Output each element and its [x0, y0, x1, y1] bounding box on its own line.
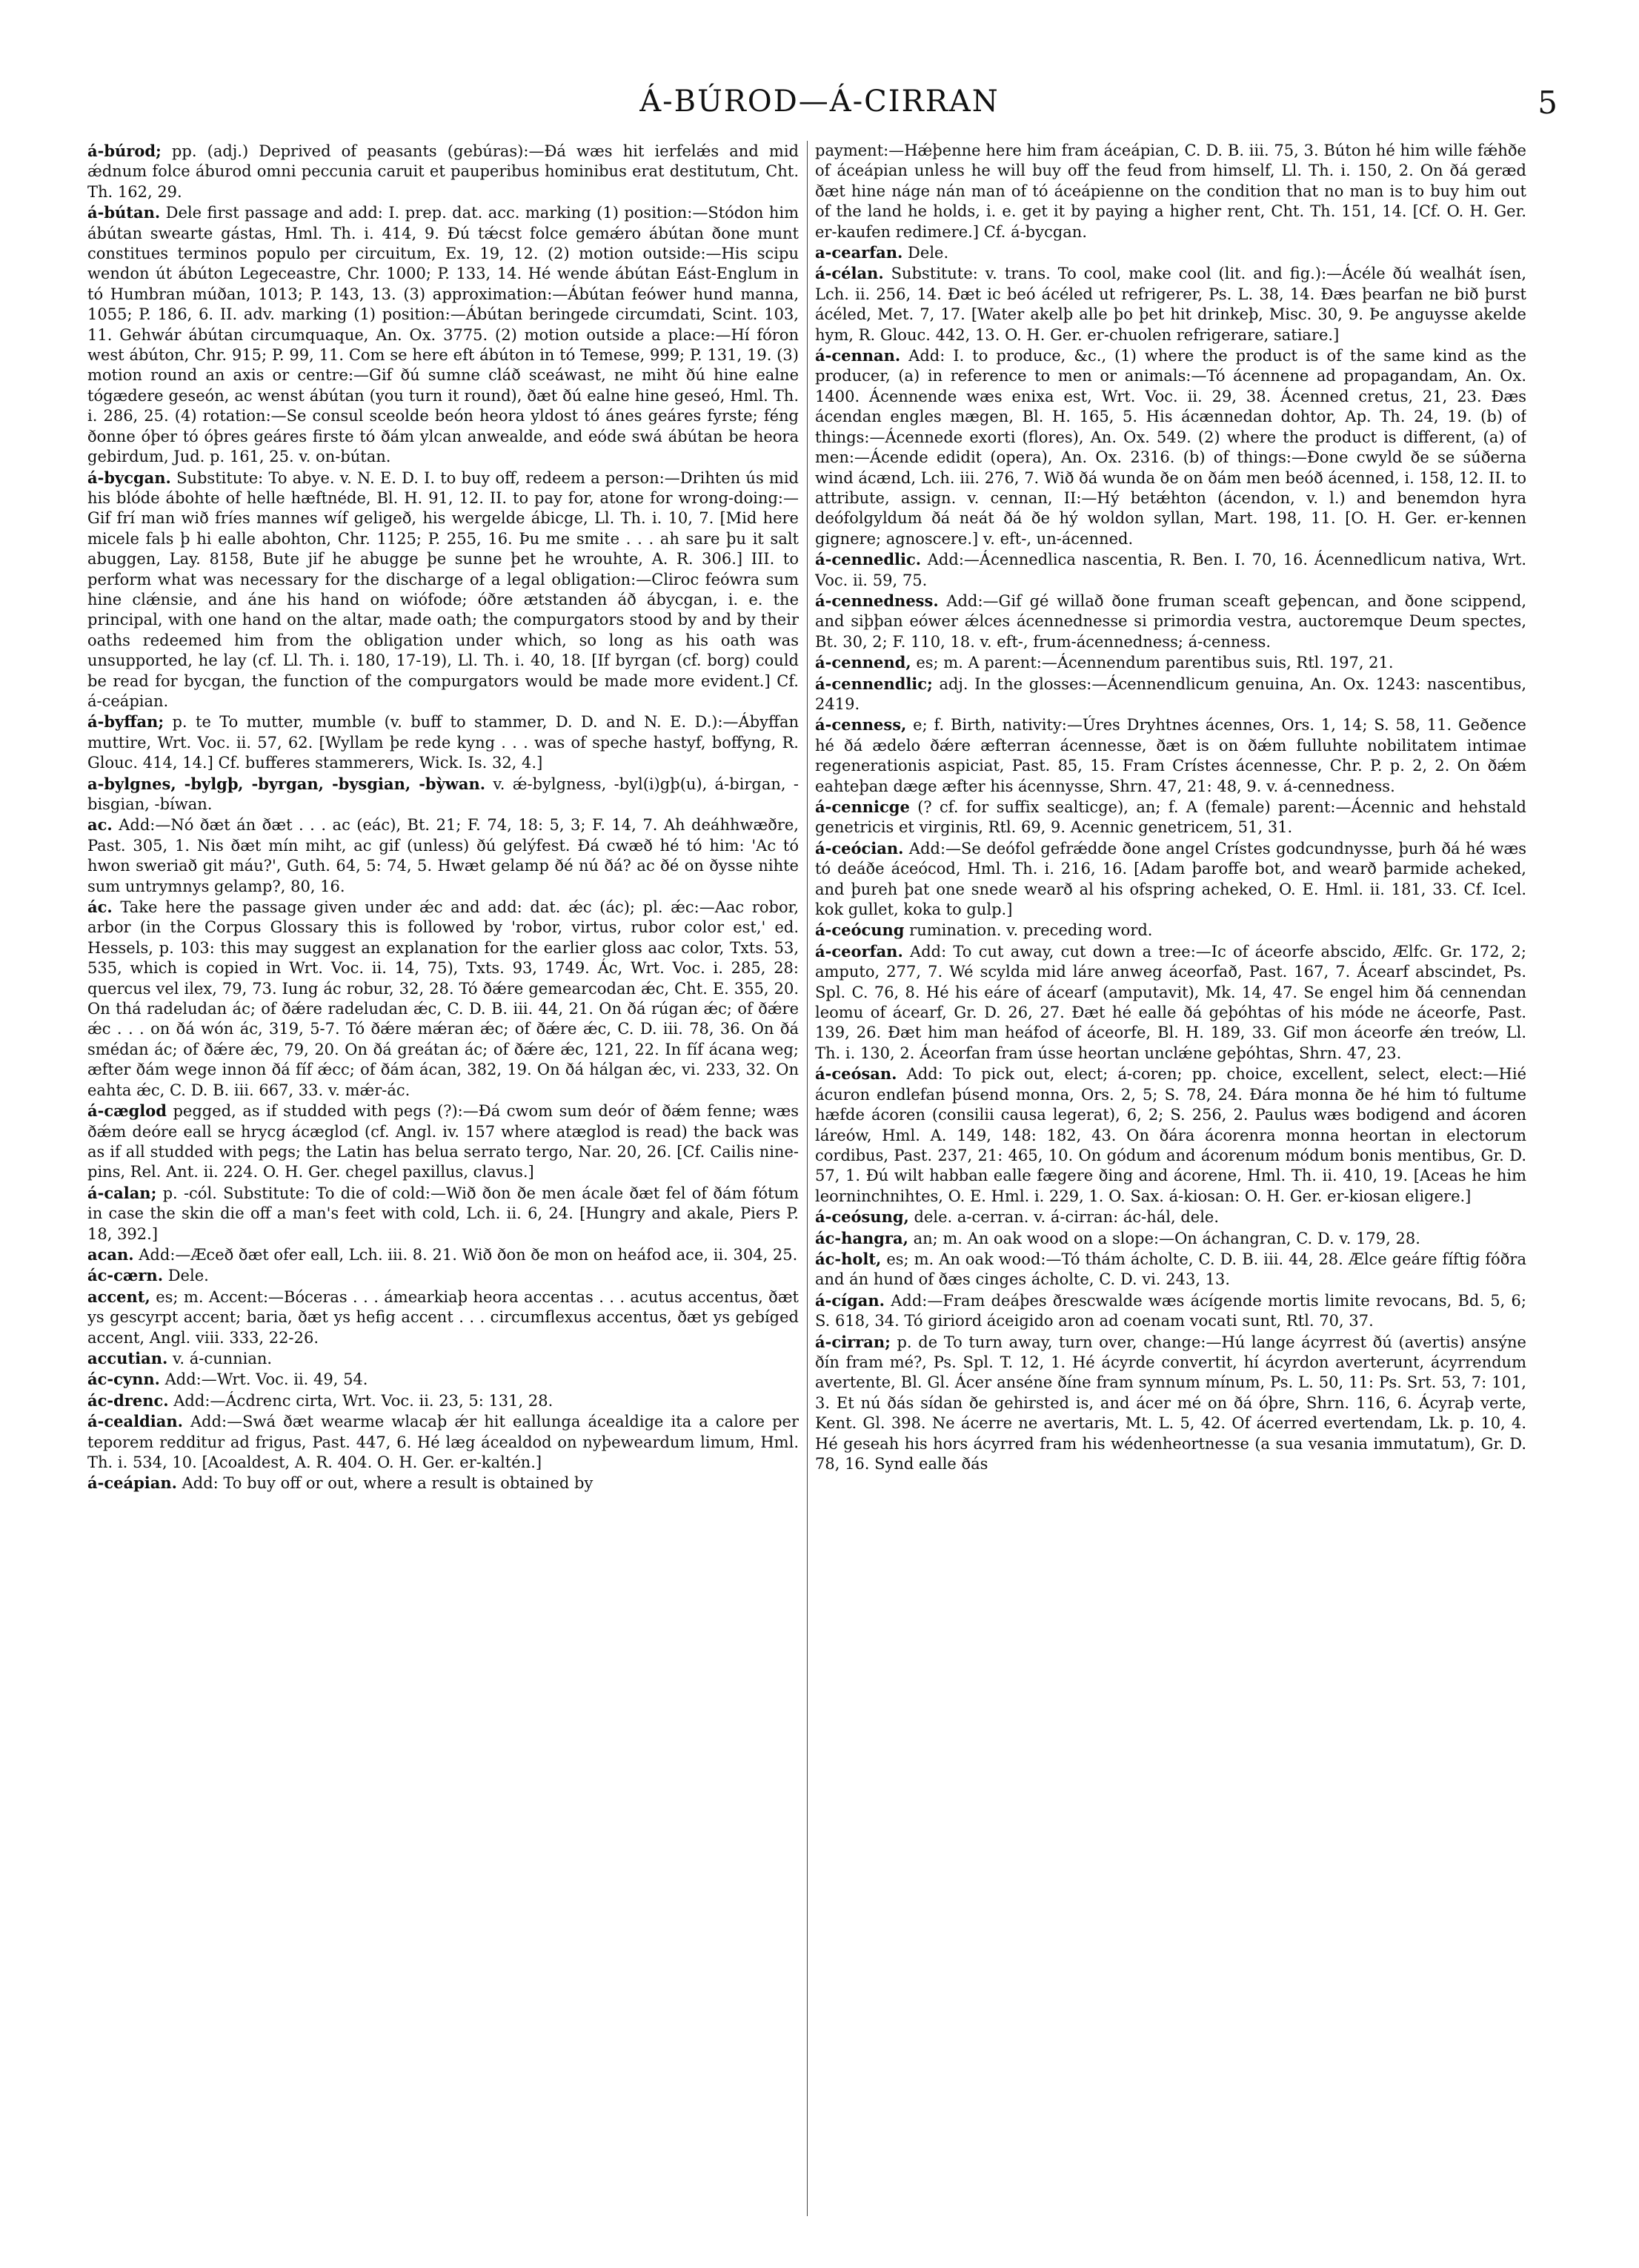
- dictionary-entry: [815, 549, 1526, 591]
- headword: á-bútan.: [87, 203, 161, 222]
- entry-text: e; f. Birth, nativity:—Úres Dryhtnes ácennes, Ors. 1, 14; S. 58, 11. Geðence hé ðá ædelo ðǽre æfterran ácennesse, ðæt is on ðǽm fulluhte nobilitatem intimae regenerationis aspiciat, Past. 85, 15. Fram Crístes ácennesse, Chr. P. p. 2, 2. On ðǽm eahteþan dæge æfter his ácennysse, Shrn. 47, 21: 48, 9. v. á-cennedness.: [815, 716, 1526, 795]
- dictionary-entry: [87, 1369, 799, 1390]
- dictionary-entry: [815, 591, 1526, 652]
- dictionary-entry: [87, 1348, 799, 1369]
- headword: á-cirran;: [815, 1332, 891, 1351]
- headword: a-cearfan.: [815, 243, 903, 262]
- entry-text: p. -cól. Substitute: To die of cold:—Wið ðon ðe men ácale ðæt fel of ðám fótum in case the skin die off a man's feet with cold, Lch. ii. 6, 24. [Hungry and akale, Piers P. 18, 392.]: [87, 1184, 799, 1243]
- entry-text: Add: I. to produce, &c., (1) where the product is of the same kind as the producer, (a) in reference to men or animals:—Tó ácennene ad propagandam, An. Ox. 1400. Ácennende wæs enixa est, Wrt. Voc. ii. 29, 38. Ácenned cretus, 21, 23. Ðæs ácendan engles mægen, Bl. H. 165, 5. His ácænnedan dohtor, Ap. Th. 24, 19. (b) of things:—Ácennede exorti (flores), An. Ox. 549. (2) where the product is different, (a) of men:—Ácende edidit (opera), An. Ox. 2316. (b) of things:—Ðone cwyld ðe se súðerna wind ácænd, Lch. iii. 276, 7. Wið ðá wunda ðe on ðám men beóð ácenned, i. 158, 12. II. to attribute, assign. v. cennan, II:—Hý betǽhton (ácendon, v. l.) and benemdon hyra deófolgyldum ðá neát ðá ðe hý woldon syllan, Mart. 198, 11. [O. H. Ger. er-kennen gignere; agnoscere.] v. eft-, un-ácenned.: [815, 347, 1526, 548]
- headword: ác-cynn.: [87, 1370, 160, 1389]
- entry-text: Add:—Ácdrenc cirta, Wrt. Voc. ii. 23, 5: 131, 28.: [168, 1391, 553, 1410]
- headword: á-bycgan.: [87, 468, 171, 487]
- entry-text: Add: To pick out, elect; á-coren; pp. choice, excellent, select, elect:—Hié ácuron endlefan þúsend monna, Ors. 2, 5; S. 78, 24. Ðára monna ðe hé him tó fultume hæfde ácoren (consilii causa legerat), 6, 2; S. 256, 2. Paulus wæs bodigend and ácoren láreów, Hml. A. 149, 148: 182, 43. On ðára ácorenra monna heortan in electorum cordibus, Past. 237, 21: 465, 10. On gódum and ácorenum módum bonis mentibus, Gr. D. 57, 1. Ðú wilt habban ealle fægere ðing and ácorene, Hml. Th. ii. 410, 19. [Aceas he him leorninchnihtes, O. E. Hml. i. 229, 1. O. Sax. á-kiosan: O. H. Ger. er-kiosan eligere.]: [815, 1065, 1526, 1205]
- page-header: [0, 80, 1639, 125]
- headword: á-cennend,: [815, 653, 911, 672]
- dictionary-entry: [815, 797, 1526, 838]
- dictionary-entry: [815, 1228, 1526, 1249]
- headword: accent,: [87, 1287, 150, 1306]
- headword: á-cennendlic;: [815, 674, 933, 693]
- dictionary-entry: [815, 941, 1526, 1064]
- dictionary-entry: [815, 1064, 1526, 1207]
- dictionary-entry: [87, 1390, 799, 1411]
- entry-text: v. ǽ-bylgness, -byl(i)gþ(u), á-birgan, -bisgian, -bíwan.: [87, 775, 799, 813]
- entry-text: Add:—Se deófol gefrǽdde ðone angel Crístes godcundnysse, þurh ðá hé wæs tó deáðe áceócod, Hml. Th. i. 216, 16. [Adam þaroffe bot, and wearð þarmide acheked, and þureh þat one snede wearð al his ofspring acheked, O. E. Hml. ii. 181, 33. Cf. Icel. kok gullet, koka to gulp.]: [815, 839, 1526, 919]
- headword: á-ceorfan.: [815, 941, 903, 961]
- dictionary-entry: [815, 1249, 1526, 1290]
- headword: á-byffan;: [87, 712, 164, 732]
- entry-text: Dele.: [902, 244, 949, 262]
- headword: a-bylgnes, -bylgþ, -byrgan, -bysgian, -bỳwan.: [87, 774, 486, 793]
- headword: á-cennan.: [815, 346, 901, 365]
- headword: acan.: [87, 1244, 134, 1264]
- dictionary-entry: [815, 242, 1526, 263]
- left-column: [87, 141, 799, 2216]
- headword: á-cealdian.: [87, 1412, 183, 1431]
- dictionary-entry: [87, 774, 799, 815]
- entry-text: pegged, as if studded with pegs (?):—Ðá cwom sum deór of ðǽm fenne; wæs ðǽm deóre eall se hrycg ácæglod (cf. Angl. iv. 157 where atæglod is read) the back was as if all studded with pegs; the Latin has belua serrato tergo, Nar. 20, 26. [Cf. Cailis nine-pins, Rel. Ant. ii. 224. O. H. Ger. chegel paxillus, clavus.]: [87, 1102, 799, 1181]
- dictionary-entry: [815, 674, 1526, 715]
- entry-text: Substitute: v. trans. To cool, make cool (lit. and fig.):—Ácéle ðú wealhát ísen, Lch. ii. 256, 14. Ðæt ic beó ácéled ut refrigerer, Ps. L. 38, 14. Ðæs þearfan ne bið þurst ácéled, Met. 7, 17. [Water akelþ alle þo þet hit drinkeþ, Misc. 30, 9. Þe anguysse akelde hym, R. Glouc. 442, 13. O. H. Ger. er-chuolen refrigerare, satiare.]: [815, 265, 1526, 344]
- entry-text: Dele.: [163, 1267, 209, 1285]
- headword: á-ceócian.: [815, 838, 904, 858]
- headword: á-ceósan.: [815, 1064, 897, 1084]
- headword: á-cennedlic.: [815, 550, 922, 569]
- dictionary-entry: [87, 897, 799, 1101]
- headword: á-cæglod: [87, 1101, 167, 1121]
- entry-text: adj. In the glosses:—Ácennendlicum genuina, An. Ox. 1243: nascentibus, 2419.: [815, 674, 1526, 713]
- dictionary-entry: [87, 1473, 799, 1493]
- dictionary-entry: [815, 263, 1526, 345]
- dictionary-entry: [87, 1244, 799, 1265]
- headword: ác-hangra,: [815, 1228, 908, 1247]
- column-divider: [807, 141, 808, 2216]
- headword: á-búrod;: [87, 142, 162, 160]
- dictionary-entry: [87, 202, 799, 467]
- entry-text: (? cf. for suffix sealticge), an; f. A (female) parent:—Ácennic and hehstald genetricis et virginis, Rtl. 69, 9. Acennic genetricem, 51, 31.: [815, 798, 1526, 837]
- dictionary-entry: [87, 815, 799, 897]
- dictionary-entry: [815, 1207, 1526, 1227]
- dictionary-entry: [87, 1411, 799, 1473]
- dictionary-entry: [87, 141, 799, 202]
- entry-text: p. te To mutter, mumble (v. buff to stammer, D. D. and N. E. D.):—Ábyffan muttire, Wrt. Voc. ii. 57, 62. [Wyllam þe rede kyng . . . was of speche hastyf, boffyng, R. Glouc. 414, 14.] Cf. bufferes stammerers, Wick. Is. 32, 4.]: [87, 713, 799, 772]
- entry-text: es; m. Accent:—Bóceras . . . ámearkiaþ heora accentas . . . acutus accentus, ðæt ys gescyrpt accent; baria, ðæt ys hefig accent . . . circumflexus accentus, ðæt ys gebíged accent, Angl. viii. 333, 22-26.: [87, 1287, 799, 1347]
- entry-text: Add: To cut away, cut down a tree:—Ic of áceorfe abscido, Ælfc. Gr. 172, 2; amputo, 277, 7. Wé scylda mid láre anweg áceorfað, Past. 167, 7. Ácearf abscindet, Ps. Spl. C. 76, 8. Hé his eáre of ácearf (amputavit), Mk. 14, 47. Se engel him ðá cennendan leomu of ácearf, Gr. D. 26, 27. Ðæt hé ealle ðá geþóhtas of his móde ne áceorfe, Past. 139, 26. Ðæt him man heáfod of áceorfe, Bl. H. 189, 33. Gif mon áceorfe ǽn treów, Ll. Th. i. 130, 2. Áceorfan fram ússe heortan unclǽne geþóhtas, Shrn. 47, 23.: [815, 942, 1526, 1062]
- headword: á-cennicge: [815, 798, 910, 816]
- headword: ác.: [87, 898, 113, 917]
- dictionary-entry: [87, 1101, 799, 1183]
- right-column: [815, 141, 1526, 2216]
- entry-text: Add:—Swá ðæt wearme wlacaþ ǽr hit eallunga ácealdige ita a calore per teporem redditur ad frigus, Past. 447, 6. Hé læg ácealdod on nyþeweardum limum, Hml. Th. i. 534, 10. [Acoaldest, A. R. 404. O. H. Ger. er-kaltén.]: [87, 1413, 799, 1471]
- entry-text: p. de To turn away, turn over, change:—Hú lange ácyrrest ðú (avertis) ansýne ðín fram mé?, Ps. Spl. T. 12, 1. Hé ácyrde convertit, hí ácyrdon averterunt, ácyrrendum avertente, Bl. Gl. Ácer anséne ðíne fram synnum mínum, Ps. L. 50, 11: Ps. Srt. 53, 7: 101, 3. Et nú ðás sídan ðe gehirsted is, and ácer mé on ðá óþre, Shrn. 116, 6. Ácyraþ verte, Kent. Gl. 398. Ne ácerre ne avertaris, Mt. L. 5, 42. Of ácerred evertendam, Lk. p. 10, 4. Hé geseah his hors ácyrred fram his wédenheortnesse (a sua vesania immutatum), Gr. D. 78, 16. Synd ealle ðás: [815, 1333, 1526, 1473]
- headword: á-cennedness.: [815, 591, 939, 610]
- entry-text: an; m. An oak wood on a slope:—On áchangran, C. D. v. 179, 28.: [908, 1229, 1420, 1247]
- headword: ac.: [87, 815, 113, 835]
- headword: á-cenness,: [815, 715, 907, 735]
- entry-text: Take here the passage given under ǽc and add: dat. ǽc (ác); pl. ǽc:—Aac robor, arbor (in the Corpus Glossary this is followed by 'robor, virtus, rubor color est,' ed. Hessels, p. 103: this may suggest an explanation for the earlier gloss aac color, Txts. 53, 535, which is copied in Wrt. Voc. ii. 14, 75), Txts. 93, 1749. Ác, Wrt. Voc. i. 285, 28: quercus vel ilex, 79, 73. Iung ác robur, 32, 28. Tó ðǽre gemearcodan ǽc, Cht. E. 355, 20. On thá radeludan ác; of ðǽre radeludan ǽc, C. D. B. iii. 44, 21. On ðá rúgan ǽc; of ðǽre ǽc . . . on ðá wón ác, 319, 5-7. Tó ðǽre mǽran ǽc; of ðǽre ǽc, C. D. iii. 78, 36. On ðá smédan ác; of ðǽre ǽc, 79, 20. On ðá greátan ác; of ðǽre ǽc, 121, 22. In fíf ácana weg; æfter ðám wege innon ðá fíf ǽcc; of ðám ácan, 382, 19. On ðá hálgan ǽc, vi. 233, 32. On eahta ǽc, C. D. B. iii. 667, 33. v. mǽr-ác.: [87, 898, 799, 1099]
- dictionary-entry: [815, 345, 1526, 549]
- headword: ác-holt,: [815, 1249, 882, 1268]
- dictionary-entry: [815, 652, 1526, 673]
- dictionary-entry: [815, 1332, 1526, 1475]
- dictionary-entry: [815, 1290, 1526, 1332]
- entry-text: Add:—Gif gé willað ðone fruman sceaft geþencan, and ðone scippend, and siþþan eówer ǽlces ácennednesse si primordia vestra, auctoremque Deum spectes, Bt. 30, 2; F. 110, 18. v. eft-, frum-ácennedness; á-cenness.: [815, 591, 1526, 651]
- entry-text: Add:—Wrt. Voc. ii. 49, 54.: [159, 1370, 368, 1389]
- headword: á-calan;: [87, 1183, 157, 1202]
- headword: á-ceósung,: [815, 1207, 909, 1227]
- dictionary-entry: [87, 468, 799, 712]
- page-number: 5: [1537, 84, 1557, 121]
- dictionary-entry: [815, 920, 1526, 941]
- entry-text: Add:—Nó ðæt án ðæt . . . ac (eác), Bt. 21; F. 74, 18: 5, 3; F. 14, 7. Ah deáhhwæðre, Past. 305, 1. Nis ðæt mín miht, ac gif (unless) ðú gelýfest. Ðá cwæð hé tó him: 'Ac tó hwon sweriað git máu?', Guth. 64, 5: 74, 5. Hwæt gelamp ðé nú ðá? ac ðé on ðysse nihte sum untrymnys gelamp?, 80, 16.: [87, 816, 799, 895]
- headword: á-cígan.: [815, 1290, 885, 1310]
- entry-text: es; m. A parent:—Ácennendum parentibus suis, Rtl. 197, 21.: [911, 654, 1394, 672]
- entry-text: es; m. An oak wood:—Tó thám ácholte, C. D. B. iii. 44, 28. Ælce geáre fíftig fóðra and án hund of ðæs cinges ácholte, C. D. vi. 243, 13.: [815, 1250, 1526, 1289]
- dictionary-entry: [87, 712, 799, 773]
- entry-text: dele. a-cerran. v. á-cirran: ác-hál, dele.: [908, 1208, 1220, 1227]
- entry-text: v. á-cunnian.: [167, 1349, 273, 1367]
- entry-text: pp. (adj.) Deprived of peasants (gebúras):—Ðá wæs hit ierfelǽs and mid ǽdnum folce áburod omni peccunia caruit et pauperibus hominibus erat destitutum, Cht. Th. 162, 29.: [87, 142, 799, 201]
- entry-text: Substitute: To abye. v. N. E. D. I. to buy off, redeem a person:—Drihten ús mid his blóde ábohte of helle hæftnéde, Bl. H. 91, 12. II. to pay for, atone for wrong-doing:—Gif frí man wið fríes mannes wíf geligeð, his wergelde ábicge, Ll. Th. i. 10, 7. [Mid here micele fals þ hi ealle abohton, Chr. 1125; P. 255, 16. Þu me smite . . . ah sare þu it salt abuggen, Lay. 8158, Bute jif he abugge þe sunne þet he wrouhte, A. R. 306.] III. to perform what was necessary for the discharge of a legal obligation:—Cliroc feówra sum hine clǽnsie, and áne his hand on wiófode; óðre ætstanden áð ábycgan, i. e. the principal, with one hand on the altar, made oath; the compurgators stood by and by their oaths redeemed him from the obligation under which, so long as his oath was unsupported, he lay (cf. Ll. Th. i. 180, 17-19), Ll. Th. i. 40, 18. [If byrgan (cf. borg) could be read for bycgan, the function of the compurgators would be made more evident.] Cf. á-ceápian.: [87, 468, 799, 710]
- dictionary-entry: [815, 141, 1526, 242]
- headword: accutian.: [87, 1348, 168, 1367]
- entry-text: rumination. v. preceding word.: [904, 921, 1153, 940]
- entry-text: Add:—Æceð ðæt ofer eall, Lch. iii. 8. 21. Wið ðon ðe mon on heáfod ace, ii. 304, 25.: [133, 1245, 798, 1264]
- dictionary-entry: [815, 838, 1526, 921]
- entry-text: Add:—Ácennedlica nascentia, R. Ben. I. 70, 16. Ácennedlicum nativa, Wrt. Voc. ii. 59, 75.: [815, 551, 1526, 589]
- headword: ác-cærn.: [87, 1266, 164, 1285]
- dictionary-entry: [87, 1265, 799, 1286]
- dictionary-entry: [87, 1287, 799, 1348]
- dictionary-entry: [87, 1183, 799, 1244]
- running-head: Á-BÚROD—Á-CIRRAN: [639, 84, 1000, 119]
- entry-text: payment:—Hǽþenne here him fram áceápian, C. D. B. iii. 75, 3. Búton hé him wille fǽhðe of áceápian unless he will buy off the feud from himself, Ll. Th. i. 150, 2. On ðá geræd ðæt hine náge nán man of tó áceápienne on the condition that no man is to buy him out of the land he holds, i. e. get it by paying a higher rent, Cht. Th. 151, 14. [Cf. O. H. Ger. er-kaufen redimere.] Cf. á-bycgan.: [815, 142, 1526, 241]
- entry-text: Dele first passage and add: I. prep. dat. acc. marking (1) position:—Stódon him ábútan swearte gástas, Hml. Th. i. 414, 9. Ðú tǽcst folce gemǽro ábútan ðone munt constitues terminos populo per circuitum, Ex. 19, 12. (2) motion outside:—His scipu wendon út ábúton Legeceastre, Chr. 1000; P. 133, 14. Hé wende ábútan Eást-Englum in tó Humbran múðan, 1013; P. 143, 13. (3) approximation:—Ábútan feówer hund manna, 1055; P. 186, 6. II. adv. marking (1) position:—Ábútan beringede circumdati, Scint. 103, 11. Gehwár ábútan circumquaque, An. Ox. 3775. (2) motion outside a place:—Hí fóron west ábúton, Chr. 915; P. 99, 11. Com se here eft ábúton in tó Temese, 999; P. 131, 19. (3) motion round an axis or centre:—Gif ðú sumne cláð sceáwast, ne miht ðú hine ealne tógædere geseón, ac wenst ábútan (you turn it round), ðæt ðú ealne hine geseó, Hml. Th. i. 286, 25. (4) rotation:—Se consul sceolde beón heora yldost tó ánes geáres fyrste; féng ðonne óþer tó óþres geáres firste tó ðám ylcan anwealde, and eóde swá ábútan be heora gebirdum, Jud. p. 161, 25. v. on-bútan.: [87, 204, 799, 466]
- entry-text: Add: To buy off or out, where a result is obtained by: [176, 1474, 594, 1493]
- headword: á-célan.: [815, 264, 884, 283]
- headword: á-ceápian.: [87, 1473, 177, 1493]
- dictionary-entry: [815, 714, 1526, 797]
- entry-text: Add:—Fram deáþes ðrescwalde wæs ácígende mortis limite revocans, Bd. 5, 6; S. 618, 34. Tó giriord áceigido aron ad coenam vocati sunt, Rtl. 70, 37.: [815, 1291, 1526, 1330]
- headword: ác-drenc.: [87, 1390, 169, 1410]
- headword: á-ceócung: [815, 921, 905, 940]
